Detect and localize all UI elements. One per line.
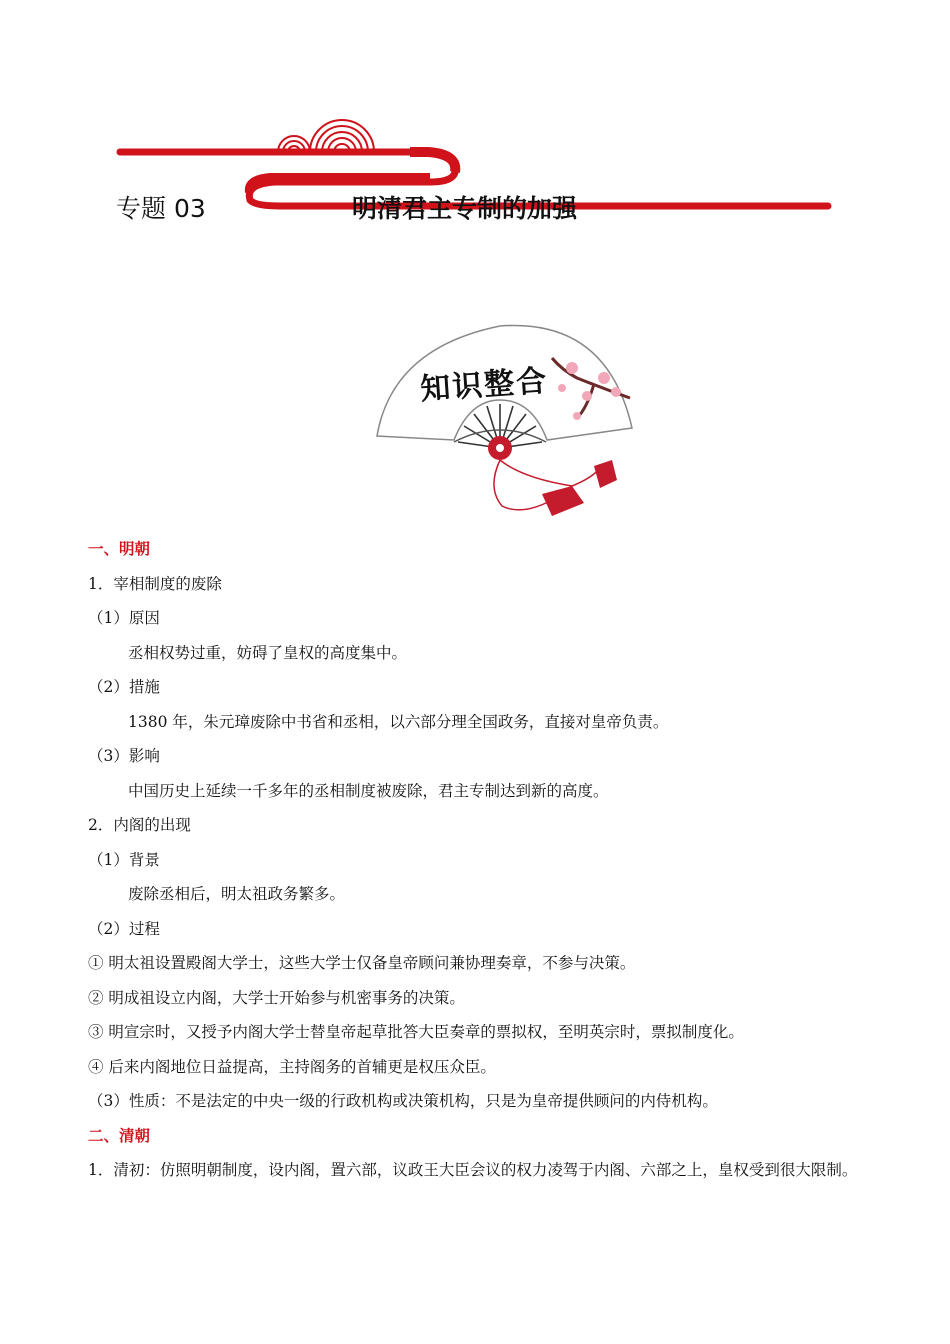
paragraph: 废除丞相后，明太祖政务繁多。 bbox=[128, 885, 346, 903]
folding-fan-icon bbox=[372, 318, 637, 523]
list-item: ④ 后来内阁地位日益提高，主持阁务的首辅更是权压众臣。 bbox=[88, 1057, 496, 1076]
section-heading-qing: 二、清朝 bbox=[88, 1126, 151, 1145]
heading-2: 2．内阁的出现 bbox=[88, 816, 191, 834]
page-title: 明清君主专制的加强 bbox=[352, 194, 578, 223]
subheading-nature: （3）性质：不是法定的中央一级的行政机构或决策机构，只是为皇帝提供顾问的内侍机构。 bbox=[88, 1092, 718, 1110]
topic-label: 专题 03 bbox=[116, 194, 206, 223]
paragraph: 1380 年，朱元璋废除中书省和丞相，以六部分理全国政务，直接对皇帝负责。 bbox=[128, 712, 669, 731]
subheading-measure: （2）措施 bbox=[88, 678, 160, 696]
list-item: ② 明成祖设立内阁，大学士开始参与机密事务的决策。 bbox=[88, 988, 465, 1007]
badge-title: 知识整合 bbox=[419, 363, 550, 408]
knowledge-badge bbox=[372, 318, 637, 523]
subheading-process: （2）过程 bbox=[88, 919, 160, 938]
subheading-impact: （3）影响 bbox=[88, 747, 160, 765]
subheading-background: （1）背景 bbox=[88, 850, 160, 869]
list-item: ① 明太祖设置殿阁大学士，这些大学士仅备皇帝顾问兼协理奏章，不参与决策。 bbox=[88, 954, 636, 972]
paragraph: 1．清初：仿照明朝制度，设内阁，置六部，议政王大臣会议的权力凌驾于内阁、六部之上，皇权受到很大限制。 bbox=[88, 1161, 858, 1179]
document-body bbox=[88, 532, 878, 1188]
list-item: ③ 明宣宗时，又授予内阁大学士替皇帝起草批答大臣奏章的票拟权，至明英宗时，票拟制度化。 bbox=[88, 1023, 744, 1041]
subheading-reason: （1）原因 bbox=[88, 609, 160, 627]
section-heading-ming: 一、明朝 bbox=[88, 540, 151, 558]
paragraph: 丞相权势过重，妨碍了皇权的高度集中。 bbox=[128, 643, 408, 662]
paragraph: 中国历史上延续一千多年的丞相制度被废除，君主专制达到新的高度。 bbox=[128, 781, 609, 800]
heading-1: 1．宰相制度的废除 bbox=[88, 574, 222, 593]
